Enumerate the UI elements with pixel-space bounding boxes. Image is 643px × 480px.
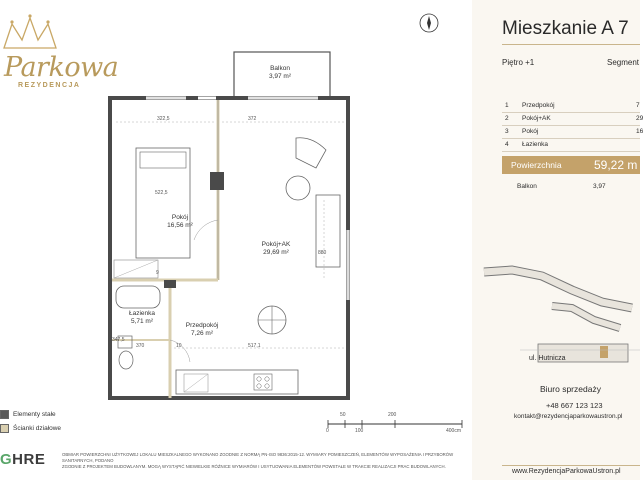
room-number: 4 — [505, 141, 509, 148]
room-list — [502, 100, 643, 152]
scale-label-400: 400cm — [446, 428, 462, 434]
legend-swatch-partition — [0, 424, 9, 433]
disclaimer-line-1: OBMIAR POWIERZCHNI UŻYTKOWEJ LOKALU MIESZKALNEGO WYKONANO ZGODNIE Z NORMĄ PN-ISO 9836:2015-12. WYMIARY POMIESZCZEŃ, ELEMENTÓW WYPOSAŻENIA I PRZYBORÓW SANITARNYCH, PODANO — [62, 452, 454, 463]
total-area-value: 59,22 m — [594, 158, 638, 172]
total-area-label: Powierzchnia — [511, 160, 562, 170]
room-area-pokoj: 16,56 m² — [167, 222, 193, 230]
room-area-balkon: 3,97 m² — [268, 73, 292, 81]
footer-divider — [502, 465, 640, 466]
floor-label: Piętro +1 — [502, 58, 535, 67]
logo-script-text: Parkowa — [4, 52, 119, 83]
balcony-row-value: 3,97 — [593, 183, 606, 190]
sales-email[interactable]: kontakt@rezydencjaparkowaustron.pl — [514, 413, 623, 420]
dim-d3: 522,5 — [155, 190, 168, 196]
legend-swatch-fixed — [0, 410, 9, 419]
dim-d8: 347,5 — [112, 337, 125, 343]
scale-label-100: 100 — [355, 428, 364, 434]
room-name-przedpokoj: Przedpokój — [185, 322, 219, 329]
room-name: Pokój+AK — [522, 115, 551, 122]
room-area: 16 — [636, 128, 643, 135]
logo-subtitle: REZYDENCJA — [18, 82, 81, 89]
room-name-lazienka: Łazienka — [128, 310, 156, 317]
room-area-lazienka: 5,71 m² — [130, 318, 154, 326]
dim-d4: 880 — [318, 250, 327, 256]
room-name-pokoj-ak: Pokój+AK — [261, 241, 291, 248]
disclaimer — [62, 452, 472, 469]
legend-fixed-label: Elementy stałe — [13, 411, 56, 418]
apartment-title: Mieszkanie A 7 — [502, 18, 629, 39]
room-name: Przedpokój — [522, 102, 555, 109]
room-number: 1 — [505, 102, 509, 109]
street-label: ul. Hutnicza — [529, 355, 566, 362]
dim-d5: 517,1 — [248, 343, 261, 349]
list-item — [502, 113, 643, 126]
segment-label: Segment — [607, 58, 640, 67]
title-divider — [502, 44, 640, 45]
room-name: Pokój — [522, 128, 539, 135]
disclaimer-line-2: ZGODNIE Z PROJEKTEM BUDOWLANYM. MOGĄ WYSTĄPIĆ NIEWIELKIE RÓŻNICE WYMIARÓW I USYTUOWANIA ELEMENTÓW POWSTAŁE W TRAKCIE REALIZACJI PRAC BUDOWLANYCH. — [62, 463, 446, 469]
list-item — [502, 100, 640, 113]
scale-label-0: 0 — [326, 428, 329, 434]
room-number: 3 — [505, 128, 509, 135]
room-name: Łazienka — [522, 141, 549, 148]
room-name-balkon: Balkon — [270, 65, 290, 72]
north-arrow-icon — [418, 12, 440, 34]
site-plan-map — [472, 262, 640, 352]
legend — [0, 410, 61, 438]
room-area: 7 — [636, 102, 640, 109]
apartment-plan — [100, 40, 360, 410]
sales-office-title: Biuro sprzedaży — [540, 384, 601, 394]
dim-d6: 370 — [136, 343, 145, 349]
room-name-pokoj: Pokój — [171, 214, 189, 221]
dim-d2: 372 — [248, 116, 257, 122]
list-item — [502, 126, 643, 139]
room-area-przedpokoj: 7,26 m² — [190, 330, 214, 338]
scale-label-200: 200 — [388, 412, 397, 418]
dim-d9: 9 — [156, 270, 159, 276]
hre-logo-text: HRE — [12, 451, 46, 468]
dim-d7: 10 — [176, 343, 182, 349]
balcony-row-label: Balkon — [517, 183, 537, 190]
dim-d1: 322,5 — [157, 116, 170, 122]
room-area-pokoj-ak: 29,69 m² — [263, 249, 289, 257]
room-number: 2 — [505, 115, 509, 122]
hre-logo — [0, 451, 45, 468]
list-item — [502, 139, 640, 152]
info-panel — [472, 0, 643, 480]
scale-label-50: 50 — [340, 412, 346, 418]
hre-logo-mark: G — [0, 451, 13, 468]
legend-partition-label: Ścianki działowe — [13, 425, 62, 432]
website-link[interactable]: www.RezydencjaParkowaUstron.pl — [512, 468, 621, 475]
room-area: 29 — [636, 115, 643, 122]
total-area-bar — [502, 156, 640, 174]
sales-phone[interactable]: +48 667 123 123 — [546, 401, 603, 410]
